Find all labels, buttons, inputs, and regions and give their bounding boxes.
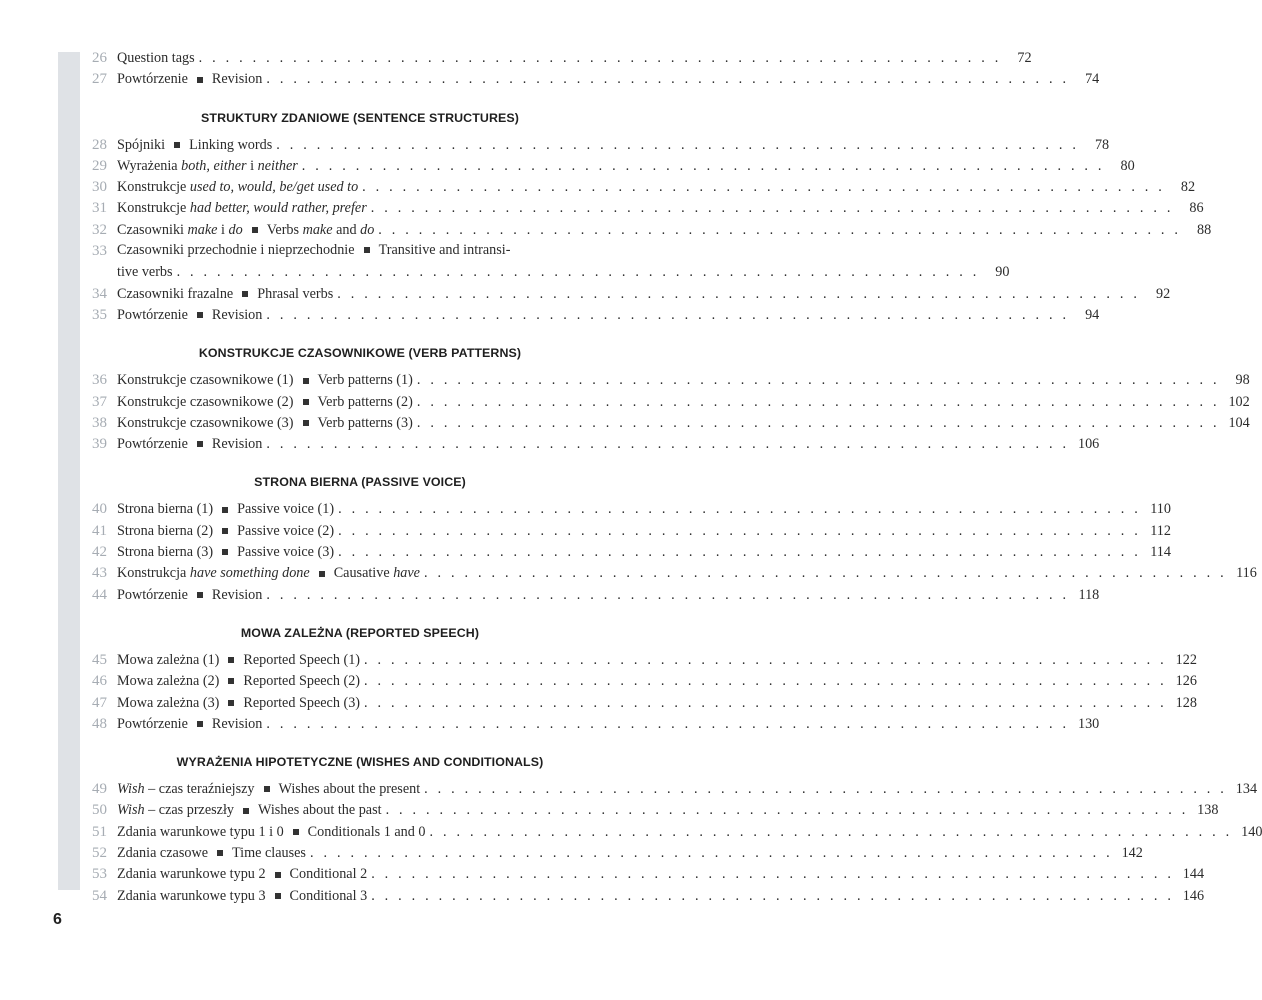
toc-entry[interactable]	[92, 563, 1257, 584]
separator-square-icon	[293, 829, 299, 835]
entry-title: Konstrukcje had better, would rather, prefer	[117, 200, 367, 217]
dot-leader: . . . . . . . . . . . . . . . . . . . . . . . . . . . . . . . . . . . . . . . . . . . . . . . . . . . . . . . . . . . .	[416, 414, 1220, 431]
page-reference: 142	[1121, 845, 1143, 862]
section-heading: MOWA ZALEŻNA (REPORTED SPEECH)	[240, 625, 480, 640]
unit-number: 43	[92, 565, 107, 582]
separator-square-icon	[242, 291, 248, 297]
unit-number: 36	[92, 372, 107, 389]
toc-entry[interactable]	[92, 413, 1250, 434]
dot-leader: . . . . . . . . . . . . . . . . . . . . . . . . . . . . . . . . . . . . . . . . . . . . . . . . . . . . . . . . . . . .	[416, 393, 1220, 410]
table-of-contents	[92, 48, 1262, 907]
entry-title: Konstrukcje used to, would, be/get used to	[117, 179, 359, 196]
separator-square-icon	[243, 808, 249, 814]
separator-square-icon	[222, 507, 228, 513]
dot-leader: . . . . . . . . . . . . . . . . . . . . . . . . . . . . . . . . . . . . . . . . . . . . . . . . . . . . . . . . . . . .	[424, 781, 1228, 798]
toc-entry[interactable]	[92, 305, 1100, 326]
separator-square-icon	[197, 312, 203, 318]
dot-leader: . . . . . . . . . . . . . . . . . . . . . . . . . . . . . . . . . . . . . . . . . . . . . . . . . . . . . . . . . . . .	[370, 200, 1174, 217]
entry-title: Powtórzenie Revision	[117, 436, 263, 453]
unit-number: 45	[92, 651, 107, 668]
page-reference: 82	[1180, 179, 1196, 196]
entry-title: Powtórzenie Revision	[117, 71, 263, 88]
unit-number: 50	[92, 802, 107, 819]
toc-entry[interactable]	[92, 779, 1258, 800]
unit-number: 35	[92, 306, 107, 323]
toc-entry[interactable]	[92, 886, 1205, 907]
toc-entry[interactable]	[92, 521, 1171, 542]
page-reference: 78	[1094, 136, 1110, 153]
toc-entry[interactable]	[92, 671, 1197, 692]
separator-square-icon	[275, 893, 281, 899]
separator-square-icon	[303, 378, 309, 384]
entry-title: Powtórzenie Revision	[117, 715, 263, 732]
page-reference: 72	[1017, 50, 1032, 66]
unit-number: 34	[92, 285, 107, 302]
unit-number: 48	[92, 715, 107, 732]
dot-leader: . . . . . . . . . . . . . . . . . . . . . . . . . . . . . . . . . . . . . . . . . . . . . . . . . . . . . . . . . . . .	[371, 866, 1175, 883]
toc-entry[interactable]	[92, 843, 1143, 864]
separator-square-icon	[197, 441, 203, 447]
toc-entry[interactable]	[92, 370, 1250, 391]
toc-entry[interactable]	[92, 135, 1110, 156]
entry-title: Strona bierna (3) Passive voice (3)	[117, 544, 335, 561]
toc-entry-continuation[interactable]	[92, 262, 1010, 283]
separator-square-icon	[222, 528, 228, 534]
dot-leader: . . . . . . . . . . . . . . . . . . . . . . . . . . . . . . . . . . . . . . . . . . . . . . . . . . . . . . . . . . . .	[337, 285, 1141, 302]
toc-entry[interactable]	[92, 48, 1032, 69]
toc-entry[interactable]	[92, 177, 1196, 198]
page-reference: 116	[1236, 565, 1257, 582]
toc-entry[interactable]	[92, 284, 1171, 305]
unit-number: 46	[92, 673, 107, 690]
unit-number: 26	[92, 50, 107, 66]
entry-title: Mowa zależna (1) Reported Speech (1)	[117, 651, 361, 668]
page-reference: 110	[1150, 501, 1171, 518]
page-reference: 98	[1235, 372, 1250, 389]
toc-entry[interactable]	[92, 69, 1100, 90]
entry-title: Mowa zależna (3) Reported Speech (3)	[117, 694, 361, 711]
toc-entry[interactable]	[92, 392, 1250, 413]
dot-leader: . . . . . . . . . . . . . . . . . . . . . . . . . . . . . . . . . . . . . . . . . . . . . . . . . . . . . . . . . . . .	[266, 306, 1070, 323]
unit-number: 47	[92, 694, 107, 711]
unit-number: 54	[92, 887, 107, 904]
page-reference: 88	[1197, 221, 1212, 238]
dot-leader: . . . . . . . . . . . . . . . . . . . . . . . . . . . . . . . . . . . . . . . . . . . . . . . . . . . . . . . . . . . .	[378, 221, 1182, 238]
entry-title: Konstrukcja have something done Causative have	[117, 565, 420, 582]
section-heading: KONSTRUKCJE CZASOWNIKOWE (VERB PATTERNS)	[198, 346, 522, 361]
entry-title: Zdania warunkowe typu 3 Conditional 3	[117, 887, 368, 904]
dot-leader: . . . . . . . . . . . . . . . . . . . . . . . . . . . . . . . . . . . . . . . . . . . . . . . . . . . . . . . . . . . .	[266, 586, 1070, 603]
entry-title: Zdania czasowe Time clauses	[117, 845, 306, 862]
toc-entry[interactable]	[92, 156, 1135, 177]
margin-strip	[58, 52, 80, 890]
dot-leader: . . . . . . . . . . . . . . . . . . . . . . . . . . . . . . . . . . . . . . . . . . . . . . . . . . . . . . . . . . . .	[309, 845, 1113, 862]
entry-title: Powtórzenie Revision	[117, 586, 263, 603]
dot-leader: . . . . . . . . . . . . . . . . . . . . . . . . . . . . . . . . . . . . . . . . . . . . . . . . . . . . . . . . . . . .	[266, 436, 1070, 453]
separator-square-icon	[197, 721, 203, 727]
entry-title: Wish – czas przeszły Wishes about the past	[117, 802, 382, 819]
page-reference: 128	[1175, 694, 1197, 711]
toc-entry[interactable]	[92, 714, 1100, 735]
section-heading: STRONA BIERNA (PASSIVE VOICE)	[254, 475, 466, 490]
toc-entry[interactable]	[92, 499, 1171, 520]
entry-title: Czasowniki przechodnie i nieprzechodnie Transitive and intransi-	[117, 242, 511, 259]
separator-square-icon	[197, 592, 203, 598]
page-reference: 122	[1175, 651, 1197, 668]
dot-leader: . . . . . . . . . . . . . . . . . . . . . . . . . . . . . . . . . . . . . . . . . . . . . . . . . . . . . . . . . . . .	[198, 50, 1002, 66]
unit-number: 30	[92, 179, 107, 196]
separator-square-icon	[222, 549, 228, 555]
unit-number: 49	[92, 781, 107, 798]
dot-leader: . . . . . . . . . . . . . . . . . . . . . . . . . . . . . . . . . . . . . . . . . . . . . . . . . . . . . . . . . . . .	[338, 544, 1141, 561]
toc-entry[interactable]	[92, 542, 1171, 563]
separator-square-icon	[252, 227, 258, 233]
dot-leader: . . . . . . . . . . . . . . . . . . . . . . . . . . . . . . . . . . . . . . . . . . . . . . . . . . . . . . . . . . . .	[423, 565, 1227, 582]
dot-leader: . . . . . . . . . . . . . . . . . . . . . . . . . . . . . . . . . . . . . . . . . . . . . . . . . . . . . . . . . . . .	[429, 823, 1233, 840]
unit-number: 29	[92, 157, 107, 174]
entry-title: Czasowniki make i do Verbs make and do	[117, 221, 375, 238]
page-reference: 92	[1155, 285, 1171, 302]
toc-entry[interactable]	[92, 220, 1212, 241]
separator-square-icon	[303, 420, 309, 426]
entry-title: Strona bierna (2) Passive voice (2)	[117, 522, 335, 539]
page-reference: 140	[1241, 823, 1262, 840]
dot-leader: . . . . . . . . . . . . . . . . . . . . . . . . . . . . . . . . . . . . . . . . . . . . . . . . . . . . . . . . . . . .	[385, 802, 1189, 819]
dot-leader: . . . . . . . . . . . . . . . . . . . . . . . . . . . . . . . . . . . . . . . . . . . . . . . . . . . . . . . . . . . .	[416, 372, 1220, 389]
page-reference: 138	[1197, 802, 1219, 819]
unit-number: 28	[92, 136, 107, 153]
unit-number: 31	[92, 200, 107, 217]
page-reference: 94	[1085, 306, 1100, 323]
toc-entry[interactable]	[92, 241, 628, 262]
dot-leader: . . . . . . . . . . . . . . . . . . . . . . . . . . . . . . . . . . . . . . . . . . . . . . . . . . . . . . . . . . . .	[176, 264, 980, 281]
toc-entry[interactable]	[92, 198, 1204, 219]
toc-entry[interactable]	[92, 693, 1197, 714]
dot-leader: . . . . . . . . . . . . . . . . . . . . . . . . . . . . . . . . . . . . . . . . . . . . . . . . . . . . . . . . . . . .	[364, 694, 1167, 711]
entry-title: Konstrukcje czasownikowe (1) Verb patterns (1)	[117, 372, 413, 389]
page-reference: 74	[1085, 71, 1100, 88]
separator-square-icon	[275, 872, 281, 878]
separator-square-icon	[174, 142, 180, 148]
unit-number: 52	[92, 845, 107, 862]
separator-square-icon	[197, 77, 203, 83]
dot-leader: . . . . . . . . . . . . . . . . . . . . . . . . . . . . . . . . . . . . . . . . . . . . . . . . . . . . . . . . . . . .	[338, 522, 1141, 539]
dot-leader: . . . . . . . . . . . . . . . . . . . . . . . . . . . . . . . . . . . . . . . . . . . . . . . . . . . . . . . . . . . .	[301, 157, 1105, 174]
dot-leader: . . . . . . . . . . . . . . . . . . . . . . . . . . . . . . . . . . . . . . . . . . . . . . . . . . . . . . . . . . . .	[276, 136, 1080, 153]
page-reference: 112	[1150, 522, 1171, 539]
dot-leader: . . . . . . . . . . . . . . . . . . . . . . . . . . . . . . . . . . . . . . . . . . . . . . . . . . . . . . . . . . . .	[266, 71, 1070, 88]
page-reference: 104	[1228, 414, 1250, 431]
dot-leader: . . . . . . . . . . . . . . . . . . . . . . . . . . . . . . . . . . . . . . . . . . . . . . . . . . . . . . . . . . . .	[266, 715, 1070, 732]
dot-leader: . . . . . . . . . . . . . . . . . . . . . . . . . . . . . . . . . . . . . . . . . . . . . . . . . . . . . . . . . . . .	[364, 651, 1167, 668]
page-number: 6	[53, 911, 62, 928]
unit-number: 41	[92, 522, 107, 539]
unit-number: 37	[92, 393, 107, 410]
dot-leader: . . . . . . . . . . . . . . . . . . . . . . . . . . . . . . . . . . . . . . . . . . . . . . . . . . . . . . . . . . . .	[371, 887, 1175, 904]
unit-number: 33	[92, 243, 107, 260]
entry-title: Czasowniki frazalne Phrasal verbs	[117, 285, 334, 302]
separator-square-icon	[319, 571, 325, 577]
separator-square-icon	[228, 700, 234, 706]
unit-number: 53	[92, 866, 107, 883]
page-reference: 90	[995, 264, 1010, 281]
page-reference: 106	[1077, 436, 1100, 453]
separator-square-icon	[364, 247, 370, 253]
separator-square-icon	[264, 786, 270, 792]
page-reference: 118	[1078, 586, 1100, 603]
separator-square-icon	[303, 399, 309, 405]
separator-square-icon	[228, 657, 234, 663]
toc-entry[interactable]	[92, 822, 1262, 843]
page-reference: 144	[1182, 866, 1205, 883]
unit-number: 32	[92, 221, 107, 238]
page-reference: 102	[1228, 393, 1250, 410]
unit-number: 44	[92, 586, 107, 603]
entry-title: Konstrukcje czasownikowe (3) Verb patterns (3)	[117, 414, 413, 431]
toc-entry[interactable]	[92, 434, 1100, 455]
entry-title: Strona bierna (1) Passive voice (1)	[117, 501, 335, 518]
entry-title: Zdania warunkowe typu 2 Conditional 2	[117, 866, 368, 883]
dot-leader: . . . . . . . . . . . . . . . . . . . . . . . . . . . . . . . . . . . . . . . . . . . . . . . . . . . . . . . . . . . .	[338, 501, 1141, 518]
page-reference: 130	[1077, 715, 1100, 732]
section-heading: WYRAŻENIA HIPOTETYCZNE (WISHES AND CONDITIONALS)	[176, 755, 544, 770]
entry-title: Mowa zależna (2) Reported Speech (2)	[117, 673, 361, 690]
section-heading: STRUKTURY ZDANIOWE (SENTENCE STRUCTURES)	[201, 110, 519, 125]
toc-entry[interactable]	[92, 864, 1205, 885]
entry-title: Question tags	[117, 50, 195, 66]
toc-entry[interactable]	[92, 800, 1219, 821]
dot-leader: . . . . . . . . . . . . . . . . . . . . . . . . . . . . . . . . . . . . . . . . . . . . . . . . . . . . . . . . . . . .	[364, 673, 1167, 690]
unit-number: 40	[92, 501, 107, 518]
page-reference: 146	[1182, 887, 1205, 904]
unit-number: 39	[92, 436, 107, 453]
entry-title: Spójniki Linking words	[117, 136, 273, 153]
separator-square-icon	[217, 850, 223, 856]
dot-leader: . . . . . . . . . . . . . . . . . . . . . . . . . . . . . . . . . . . . . . . . . . . . . . . . . . . . . . . . . . . .	[362, 179, 1166, 196]
unit-number: 51	[92, 823, 107, 840]
entry-title: Zdania warunkowe typu 1 i 0 Conditionals 1 and 0	[117, 823, 426, 840]
unit-number: 42	[92, 544, 107, 561]
unit-number: 38	[92, 414, 107, 431]
entry-title: Konstrukcje czasownikowe (2) Verb patterns (2)	[117, 393, 413, 410]
toc-entry[interactable]	[92, 585, 1100, 606]
entry-title: Powtórzenie Revision	[117, 306, 263, 323]
page-reference: 114	[1150, 544, 1171, 561]
entry-title: Wyrażenia both, either i neither	[117, 157, 298, 174]
page-reference: 86	[1189, 200, 1204, 217]
page-reference: 134	[1235, 781, 1258, 798]
page-reference: 126	[1175, 673, 1197, 690]
page-reference: 80	[1120, 157, 1135, 174]
entry-title: Wish – czas teraźniejszy Wishes about the present	[117, 781, 421, 798]
toc-entry[interactable]	[92, 650, 1197, 671]
separator-square-icon	[228, 678, 234, 684]
unit-number: 27	[92, 71, 107, 88]
entry-title-continuation: tive verbs	[117, 264, 173, 281]
